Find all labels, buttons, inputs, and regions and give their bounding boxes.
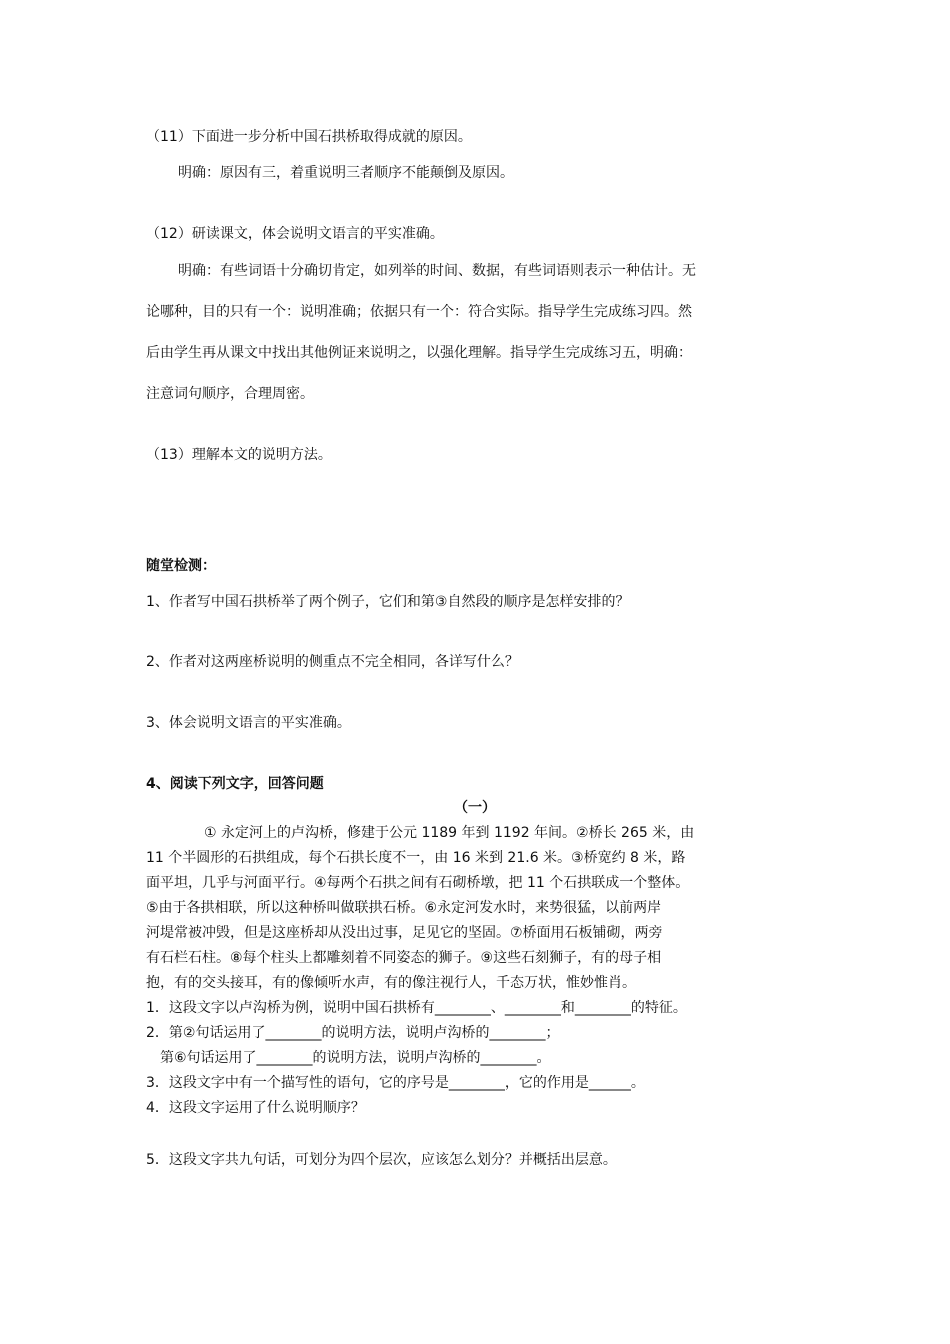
passage-line-4: ⑤由于各拱相联，所以这种桥叫做联拱石桥。⑥永定河发水时，来势很猛，以前两岸 xyxy=(146,900,662,916)
sub-question-4: 4．这段文字运用了什么说明顺序？ xyxy=(146,1100,365,1116)
sub-question-1: 1．这段文字以卢沟桥为例，说明中国石拱桥有________、________和________的特征。 xyxy=(146,1000,687,1016)
answer-12-line-2: 论哪种，目的只有一个：说明准确；依据只有一个：符合实际。指导学生完成练习四。然 xyxy=(146,304,692,320)
passage-line-2: 11 个半圆形的石拱组成，每个石拱长度不一，由 16 米到 21.6 米。③桥宽约 8 米，路 xyxy=(146,850,686,866)
passage-line-5: 河堤常被冲毁，但是这座桥却从没出过事，足见它的坚固。⑦桥面用石板铺砌，两旁 xyxy=(146,925,663,941)
item-11: （11）下面进一步分析中国石拱桥取得成就的原因。 xyxy=(146,129,472,145)
sub-question-2: 2．第②句话运用了________的说明方法，说明卢沟桥的________； xyxy=(146,1025,560,1041)
passage-title: （一） xyxy=(454,800,496,816)
question-2: 2、作者对这两座桥说明的侧重点不完全相同，各详写什么？ xyxy=(146,654,519,670)
passage-line-6: 有石栏石柱。⑧每个柱头上都雕刻着不同姿态的狮子。⑨这些石刻狮子，有的母子相 xyxy=(146,950,662,966)
passage-line-3: 面平坦，几乎与河面平行。④每两个石拱之间有石砌桥墩，把 11 个石拱联成一个整体。 xyxy=(146,875,690,891)
item-13: （13）理解本文的说明方法。 xyxy=(146,447,332,463)
passage-line-1: ① 永定河上的卢沟桥，修建于公元 1189 年到 1192 年间。②桥长 265 米，由 xyxy=(204,825,695,841)
question-1: 1、作者写中国石拱桥举了两个例子，它们和第③自然段的顺序是怎样安排的？ xyxy=(146,594,630,610)
answer-11: 明确：原因有三，着重说明三者顺序不能颠倒及原因。 xyxy=(178,165,514,181)
answer-12-line-4: 注意词句顺序，合理周密。 xyxy=(146,386,314,402)
sub-question-2-cont: 第⑥句话运用了________的说明方法，说明卢沟桥的________。 xyxy=(160,1050,551,1066)
passage-line-7: 抱，有的交头接耳，有的像倾听水声，有的像注视行人，千态万状，惟妙惟肖。 xyxy=(146,975,636,991)
question-4-heading: 4、阅读下列文字，回答问题 xyxy=(146,776,324,792)
quiz-heading: 随堂检测： xyxy=(146,558,216,574)
sub-question-5: 5．这段文字共九句话，可划分为四个层次，应该怎么划分？并概括出层意。 xyxy=(146,1152,617,1168)
item-12: （12）研读课文，体会说明文语言的平实准确。 xyxy=(146,226,444,242)
answer-12-line-1: 明确：有些词语十分确切肯定，如列举的时间、数据，有些词语则表示一种估计。无 xyxy=(178,263,696,279)
sub-question-3: 3．这段文字中有一个描写性的语句，它的序号是________，它的作用是______。 xyxy=(146,1075,645,1091)
answer-12-line-3: 后由学生再从课文中找出其他例证来说明之，以强化理解。指导学生完成练习五，明确： xyxy=(146,345,692,361)
question-3: 3、体会说明文语言的平实准确。 xyxy=(146,715,351,731)
